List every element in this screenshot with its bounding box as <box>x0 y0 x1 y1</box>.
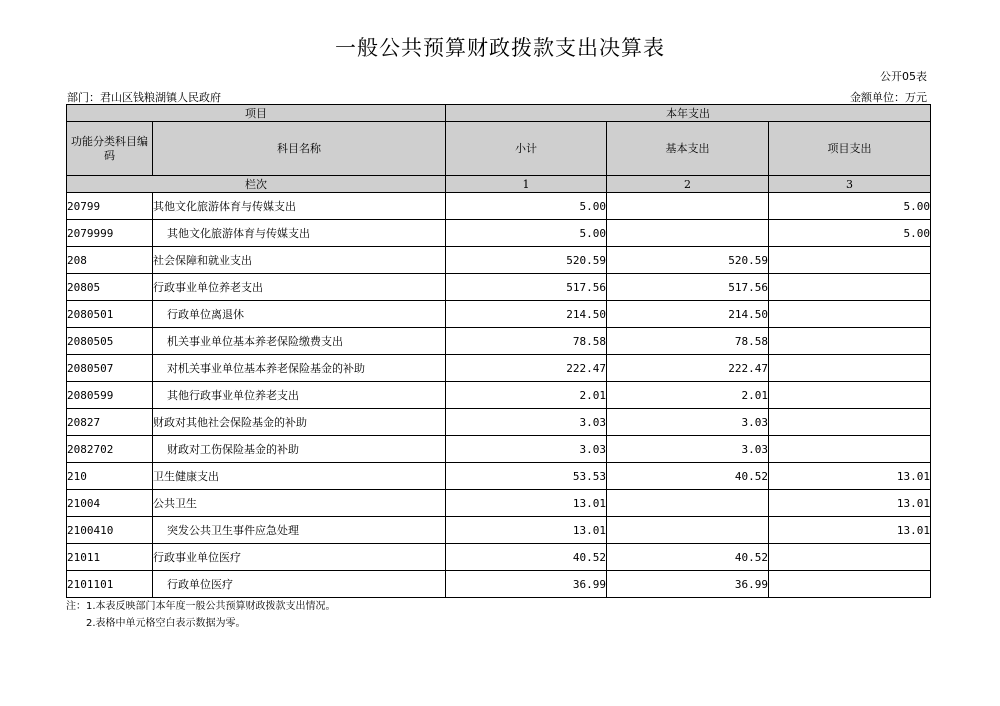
row-subtotal: 78.58 <box>446 328 607 355</box>
table-row <box>67 517 931 544</box>
row-code: 2082702 <box>67 436 153 463</box>
footnote-1: 注：1.本表反映部门本年度一般公共预算财政拨款支出情况。 <box>66 601 336 612</box>
row-subtotal: 13.01 <box>446 490 607 517</box>
row-code: 20827 <box>67 409 153 436</box>
row-name: 财政对工伤保险基金的补助 <box>153 436 446 463</box>
row-name: 其他文化旅游体育与传媒支出 <box>153 220 446 247</box>
amount-unit: 金额单位：万元 <box>850 91 927 104</box>
row-basic <box>607 490 769 517</box>
row-subtotal: 13.01 <box>446 517 607 544</box>
table-row <box>67 328 931 355</box>
row-basic <box>607 220 769 247</box>
row-project <box>769 274 931 301</box>
row-subtotal: 222.47 <box>446 355 607 382</box>
row-code: 21004 <box>67 490 153 517</box>
table-row <box>67 436 931 463</box>
row-name: 行政单位离退休 <box>153 301 446 328</box>
row-basic: 40.52 <box>607 544 769 571</box>
row-basic <box>607 193 769 220</box>
row-project <box>769 409 931 436</box>
row-basic: 78.58 <box>607 328 769 355</box>
row-basic <box>607 517 769 544</box>
row-code: 2100410 <box>67 517 153 544</box>
row-code: 2080501 <box>67 301 153 328</box>
row-name: 卫生健康支出 <box>153 463 446 490</box>
report-title: 一般公共预算财政拨款支出决算表 <box>335 36 665 60</box>
row-name: 行政事业单位医疗 <box>153 544 446 571</box>
footnotes <box>66 598 336 632</box>
table-row <box>67 490 931 517</box>
row-subtotal: 520.59 <box>446 247 607 274</box>
row-name: 行政单位医疗 <box>153 571 446 598</box>
form-code: 公开05表 <box>880 70 927 83</box>
row-name: 行政事业单位养老支出 <box>153 274 446 301</box>
column-index-3: 3 <box>769 176 931 193</box>
row-subtotal: 517.56 <box>446 274 607 301</box>
row-project: 13.01 <box>769 490 931 517</box>
row-code: 2080599 <box>67 382 153 409</box>
row-subtotal: 53.53 <box>446 463 607 490</box>
row-name: 其他文化旅游体育与传媒支出 <box>153 193 446 220</box>
row-subtotal: 40.52 <box>446 544 607 571</box>
row-subtotal: 3.03 <box>446 436 607 463</box>
row-project <box>769 571 931 598</box>
row-subtotal: 5.00 <box>446 220 607 247</box>
row-project <box>769 544 931 571</box>
row-project <box>769 247 931 274</box>
name-header: 科目名称 <box>153 122 446 176</box>
year-expense-header: 本年支出 <box>446 105 931 122</box>
row-basic: 517.56 <box>607 274 769 301</box>
row-code: 2079999 <box>67 220 153 247</box>
row-project: 13.01 <box>769 517 931 544</box>
row-code: 210 <box>67 463 153 490</box>
table-row <box>67 274 931 301</box>
column-index-label: 栏次 <box>67 176 446 193</box>
row-code: 2080505 <box>67 328 153 355</box>
row-subtotal: 2.01 <box>446 382 607 409</box>
row-code: 20799 <box>67 193 153 220</box>
table-row <box>67 571 931 598</box>
table-row <box>67 544 931 571</box>
table-row <box>67 382 931 409</box>
subtotal-header: 小计 <box>446 122 607 176</box>
row-code: 21011 <box>67 544 153 571</box>
project-header: 项目 <box>67 105 446 122</box>
project-expense-header: 项目支出 <box>769 122 931 176</box>
row-basic: 40.52 <box>607 463 769 490</box>
row-project: 5.00 <box>769 193 931 220</box>
row-project <box>769 355 931 382</box>
expenditure-table <box>66 104 931 598</box>
column-index-1: 1 <box>446 176 607 193</box>
footnote-2: 2.表格中单元格空白表示数据为零。 <box>86 618 246 629</box>
row-name: 其他行政事业单位养老支出 <box>153 382 446 409</box>
row-project <box>769 382 931 409</box>
column-index-2: 2 <box>607 176 769 193</box>
row-subtotal: 5.00 <box>446 193 607 220</box>
row-basic: 222.47 <box>607 355 769 382</box>
table-row <box>67 301 931 328</box>
row-project <box>769 301 931 328</box>
row-project: 13.01 <box>769 463 931 490</box>
row-project: 5.00 <box>769 220 931 247</box>
row-code: 20805 <box>67 274 153 301</box>
table-row <box>67 220 931 247</box>
table-row <box>67 355 931 382</box>
row-project <box>769 328 931 355</box>
row-subtotal: 36.99 <box>446 571 607 598</box>
row-name: 机关事业单位基本养老保险缴费支出 <box>153 328 446 355</box>
row-name: 社会保障和就业支出 <box>153 247 446 274</box>
row-name: 财政对其他社会保险基金的补助 <box>153 409 446 436</box>
basic-expense-header: 基本支出 <box>607 122 769 176</box>
row-basic: 3.03 <box>607 409 769 436</box>
row-subtotal: 3.03 <box>446 409 607 436</box>
table-row <box>67 409 931 436</box>
row-name: 突发公共卫生事件应急处理 <box>153 517 446 544</box>
row-name: 对机关事业单位基本养老保险基金的补助 <box>153 355 446 382</box>
department-label: 部门：君山区钱粮湖镇人民政府 <box>67 91 221 104</box>
row-basic: 36.99 <box>607 571 769 598</box>
table-row <box>67 463 931 490</box>
row-code: 2101101 <box>67 571 153 598</box>
row-name: 公共卫生 <box>153 490 446 517</box>
row-basic: 520.59 <box>607 247 769 274</box>
row-project <box>769 436 931 463</box>
table-row <box>67 193 931 220</box>
row-code: 208 <box>67 247 153 274</box>
row-basic: 3.03 <box>607 436 769 463</box>
row-basic: 214.50 <box>607 301 769 328</box>
row-basic: 2.01 <box>607 382 769 409</box>
code-header: 功能分类科目编码 <box>67 122 153 176</box>
row-subtotal: 214.50 <box>446 301 607 328</box>
row-code: 2080507 <box>67 355 153 382</box>
table-row <box>67 247 931 274</box>
